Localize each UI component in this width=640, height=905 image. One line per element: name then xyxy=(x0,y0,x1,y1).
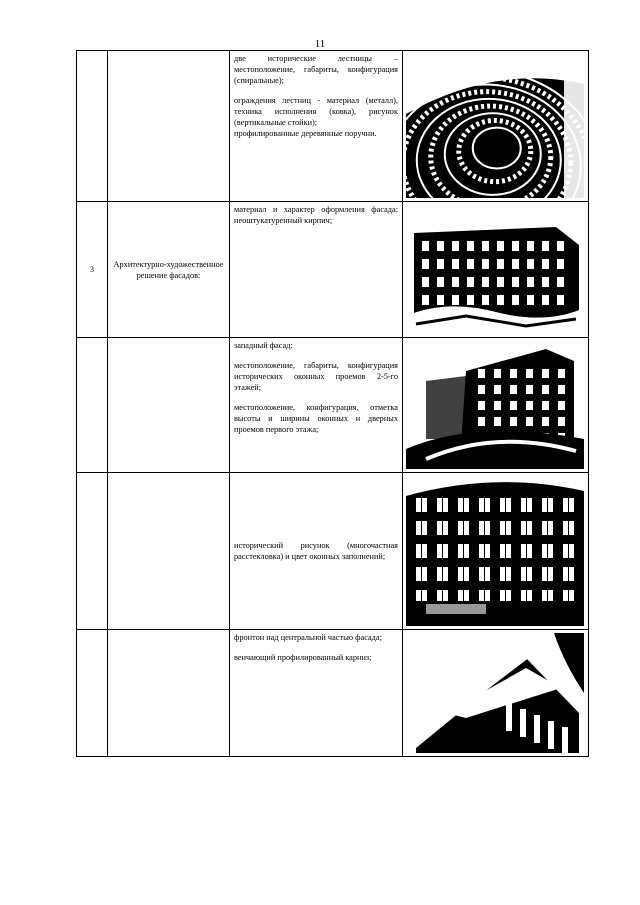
description-paragraph: венчающий профилированный карниз; xyxy=(234,653,372,662)
row-number xyxy=(77,473,108,630)
feature-name xyxy=(108,51,230,202)
photo-cell xyxy=(403,51,589,202)
photo-cell xyxy=(403,338,589,473)
photo-cell xyxy=(403,630,589,757)
windows-facade-photo xyxy=(406,476,584,626)
description-paragraph: ограждения лестниц - материал (металл), техника исполнения (ковка), рисунок (вертикальные стойки); профилированные деревянные поручни. xyxy=(234,96,398,138)
row-number: 3 xyxy=(77,202,108,338)
description-paragraph: исторический рисунок (многочастная расстекловка) и цвет оконных заполнений; xyxy=(234,541,398,561)
description-paragraph: западный фасад: xyxy=(234,341,293,350)
description-paragraph: две исторические лестницы – местоположение, габариты, конфигурация (спиральные); xyxy=(234,54,398,85)
table-row xyxy=(77,473,589,630)
row-number xyxy=(77,51,108,202)
feature-description xyxy=(230,630,403,757)
table-row xyxy=(77,338,589,473)
building-facade-photo xyxy=(406,205,584,334)
description-paragraph: материал и характер оформления фасада: неоштукатуренный кирпич; xyxy=(234,205,398,225)
feature-description xyxy=(230,338,403,473)
feature-description xyxy=(230,202,403,338)
table-row xyxy=(77,202,589,338)
heritage-table xyxy=(76,50,589,757)
row-number xyxy=(77,630,108,757)
description-paragraph: местоположение, габариты, конфигурация исторических оконных проемов 2-5-го этажей; xyxy=(234,361,398,392)
row-number xyxy=(77,338,108,473)
feature-description xyxy=(230,51,403,202)
description-paragraph: фронтон над центральной частью фасада; xyxy=(234,633,382,642)
photo-cell xyxy=(403,473,589,630)
pediment-photo xyxy=(406,633,584,753)
feature-description xyxy=(230,473,403,630)
table-row xyxy=(77,51,589,202)
spiral-staircase-photo xyxy=(406,54,584,198)
photo-cell xyxy=(403,202,589,338)
feature-name xyxy=(108,630,230,757)
description-paragraph: местоположение, конфигурация, отметка высоты и ширины оконных и дверных проемов первого этажа; xyxy=(234,403,398,434)
feature-name: Архитектурно-художественное решение фасадов: xyxy=(108,202,230,338)
feature-name xyxy=(108,473,230,630)
table-row xyxy=(77,630,589,757)
feature-name xyxy=(108,338,230,473)
west-facade-photo xyxy=(406,341,584,469)
page-number: 11 xyxy=(314,38,326,50)
